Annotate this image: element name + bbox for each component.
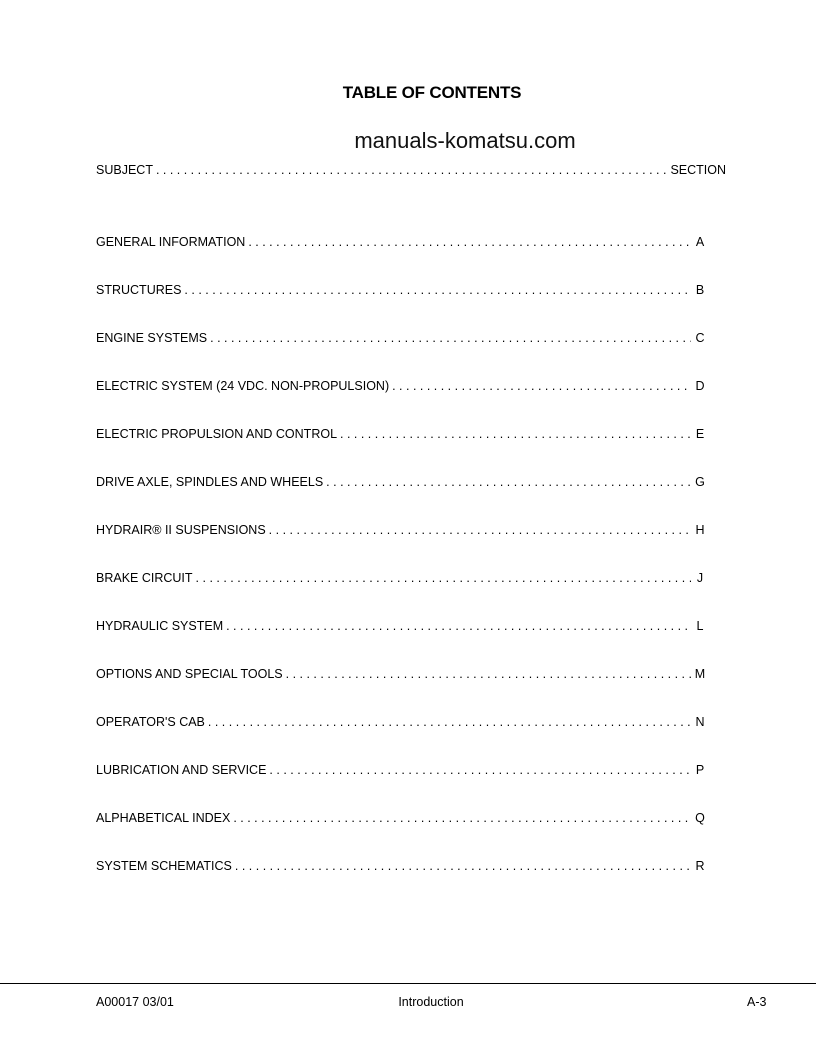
toc-entry-subject: ELECTRIC PROPULSION AND CONTROL	[96, 427, 338, 441]
toc-entry	[96, 763, 706, 779]
toc-entry-section: P	[695, 763, 705, 777]
section-column-label: SECTION	[670, 163, 726, 177]
dot-leader	[269, 763, 691, 777]
toc-entry-section: R	[695, 859, 705, 873]
dot-leader	[226, 619, 691, 633]
dot-leader	[208, 715, 691, 729]
dot-leader	[156, 163, 667, 177]
dot-leader	[340, 427, 691, 441]
toc-entry-section: C	[695, 331, 705, 345]
toc-entry-subject: BRAKE CIRCUIT	[96, 571, 193, 585]
footer-divider	[0, 983, 816, 984]
toc-entry-subject: HYDRAIR® II SUSPENSIONS	[96, 523, 266, 537]
dot-leader	[286, 667, 691, 681]
toc-entry-section: Q	[695, 811, 705, 825]
toc-entry	[96, 523, 706, 539]
toc-entry	[96, 619, 706, 635]
toc-entry-subject: HYDRAULIC SYSTEM	[96, 619, 224, 633]
dot-leader	[184, 283, 691, 297]
toc-entry-section: G	[695, 475, 705, 489]
toc-entry-subject: OPERATOR'S CAB	[96, 715, 205, 729]
dot-leader	[196, 571, 691, 585]
footer-page-number: A-3	[747, 995, 767, 1009]
toc-entry	[96, 475, 706, 491]
toc-entry-subject: OPTIONS AND SPECIAL TOOLS	[96, 667, 283, 681]
toc-entry-section: E	[695, 427, 705, 441]
toc-entry	[96, 811, 706, 827]
toc-entry	[96, 427, 706, 443]
toc-entry	[96, 667, 706, 683]
dot-leader	[248, 235, 691, 249]
page-title: TABLE OF CONTENTS	[342, 83, 522, 102]
watermark-text: manuals-komatsu.com	[354, 128, 576, 153]
toc-entry-subject: ENGINE SYSTEMS	[96, 331, 208, 345]
toc-entry-subject: GENERAL INFORMATION	[96, 235, 246, 249]
dot-leader	[210, 331, 691, 345]
toc-entry-subject: LUBRICATION AND SERVICE	[96, 763, 267, 777]
dot-leader	[326, 475, 691, 489]
toc-entry	[96, 235, 706, 251]
toc-entry-section: N	[695, 715, 705, 729]
toc-entry	[96, 859, 706, 875]
toc-entry	[96, 331, 706, 347]
subject-column-label: SUBJECT	[96, 163, 153, 177]
dot-leader	[235, 859, 691, 873]
toc-entry-subject: STRUCTURES	[96, 283, 182, 297]
toc-entry-section: J	[696, 571, 704, 585]
toc-entry-section: L	[696, 619, 704, 633]
toc-entry-subject: ALPHABETICAL INDEX	[96, 811, 231, 825]
dot-leader	[392, 379, 691, 393]
toc-entry-section: M	[694, 667, 706, 681]
toc-entry-subject: ELECTRIC SYSTEM (24 VDC. NON-PROPULSION)	[96, 379, 390, 393]
toc-entry	[96, 715, 706, 731]
toc-entry-section: B	[695, 283, 705, 297]
toc-entry-section: A	[695, 235, 705, 249]
toc-entry-section: H	[695, 523, 705, 537]
dot-leader	[269, 523, 691, 537]
toc-entry	[96, 379, 706, 395]
toc-entry-subject: DRIVE AXLE, SPINDLES AND WHEELS	[96, 475, 324, 489]
footer-section-name: Introduction	[398, 995, 464, 1009]
toc-entry-section: D	[695, 379, 705, 393]
dot-leader	[233, 811, 691, 825]
toc-entry	[96, 571, 706, 587]
footer-doc-code: A00017 03/01	[96, 995, 174, 1009]
toc-entry-subject: SYSTEM SCHEMATICS	[96, 859, 232, 873]
toc-header-row	[96, 163, 726, 179]
toc-entry	[96, 283, 706, 299]
